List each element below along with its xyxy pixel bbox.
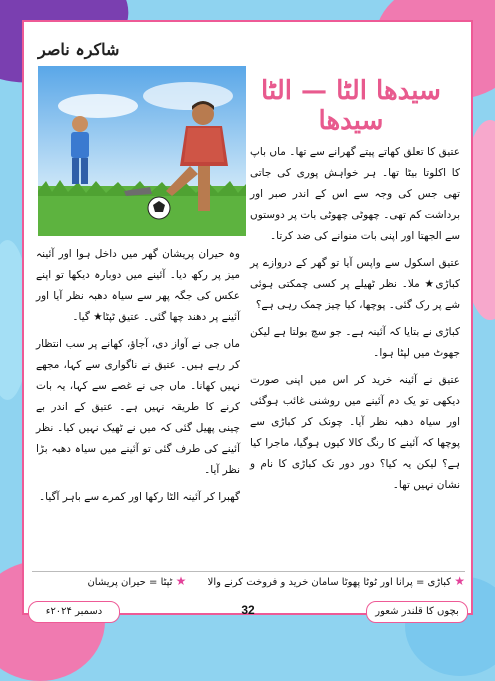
page-footer xyxy=(28,601,468,623)
right-column xyxy=(250,142,460,502)
paragraph: وہ حیران پریشان گھر میں داخل ہوا اور آئینہ میز پر رکھ دیا۔ آئینے میں دوبارہ دیکھا تو اپنے عکس کی جگہ پھر سے سیاہ دھبہ نظر آیا اور آئینے پر دھند چھا گئی۔ عتیق ٹپٹا★ گیا۔ xyxy=(36,248,240,323)
paragraph: عتیق اسکول سے واپس آیا تو گھر کے دروازے پر کباڑی★ ملا۔ نظر ٹھیلے پر کسی چمکتی ہوئی شے پر رک گئی۔ پوچھا، کیا چیز چمک رہی ہے؟ xyxy=(250,257,460,311)
paragraph: ماں جی نے آواز دی، آجاؤ، کھانے پر سب انتظار کر رہے ہیں۔ عتیق نے ناگواری سے کہا، مجھے نہیں کھانا۔ ماں جی نے غصے سے کہا، یہ بات کرنے کا طریقہ نہیں ہے۔ عتیق کے اندر بے چینی پھیل گئی کہ میں نے ٹھیک نہیں کیا۔ نظر آئینے کی طرف گئی تو آئینے میں سیاہ دھبہ بڑا نظر آیا۔ xyxy=(36,338,240,476)
glossary-item xyxy=(87,574,186,588)
star-icon: ★ xyxy=(454,574,465,588)
paragraph: عتیق کا تعلق کھاتے پیتے گھرانے سے تھا۔ ماں باپ کا اکلوتا بیٹا تھا۔ ہر خواہش پوری کی جاتی تھی جس کی وجہ سے اس کے اندر صبر اور برداشت کم تھی۔ چھوٹی چھوٹی بات پر دوستوں سے الجھتا اور اپنی بات منوانے کی ضد کرتا۔ xyxy=(250,146,460,242)
footer-date: دسمبر ۲۰۲۴ء xyxy=(28,601,120,623)
story-illustration xyxy=(38,66,246,236)
story-title: سیدھا الٹا — الٹا سیدھا xyxy=(261,76,441,136)
paragraph: گھبرا کر آئینہ الٹا رکھا اور کمرے سے باہر آگیا۔ xyxy=(39,491,240,503)
glossary xyxy=(32,571,465,588)
star-icon: ★ xyxy=(175,574,187,588)
left-column xyxy=(36,244,240,514)
footer-magazine: بچوں کا قلندر شعور xyxy=(366,601,468,623)
page-number: 32 xyxy=(241,603,255,617)
glossary-text: کباڑی = پرانا اور ٹوٹا پھوٹا سامان خرید و فروخت کرنے والا xyxy=(207,577,452,588)
glossary-item xyxy=(208,574,465,588)
author-name: شاکرہ ناصر xyxy=(38,40,120,59)
glossary-text: ٹپٹا = حیران پریشان xyxy=(87,577,173,588)
paragraph: کباڑی نے بتایا کہ آئینہ ہے۔ جو سچ بولتا ہے لیکن جھوٹ میں لپٹا ہوا۔ xyxy=(250,326,460,359)
paragraph: عتیق نے آئینہ خرید کر اس میں اپنی صورت دیکھی تو یک دم آئینے میں روشنی غائب ہوگئی اور سیاہ دھبہ نظر آیا۔ چونک کر کباڑی سے پوچھا کہ آئینے کا رنگ کالا کیوں ہوگیا، ماجرا کیا ہے؟ لیکن یہ کیا؟ دور دور تک کباڑی کا نام و نشان نہیں تھا۔ xyxy=(250,374,460,491)
story-page xyxy=(22,20,473,615)
